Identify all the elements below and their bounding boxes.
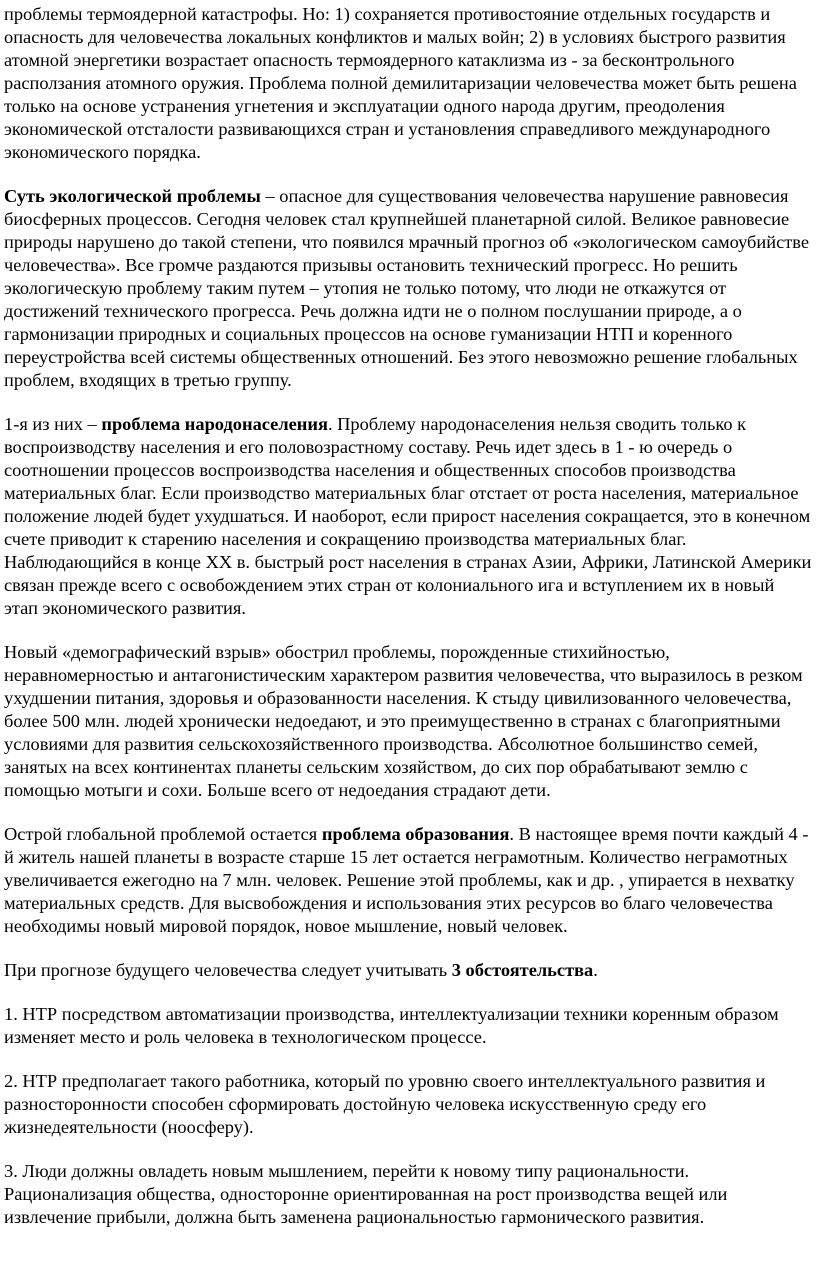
list-item-1 [4,1003,812,1049]
bold-term-circumstances: 3 обстоятельства [451,960,594,980]
paragraph-lead-in: 1-я из них – [4,414,102,434]
paragraph-education [4,823,812,938]
paragraph-text: 1. НТР посредством автоматизации производства, интеллектуализации техники коренным образом изменяет место и роль человека в технологическом процессе. [4,1004,779,1047]
paragraph-lead-in: При прогнозе будущего человечества следует учитывать [4,960,452,980]
paragraph-text: . Проблему народонаселения нельзя сводить только к воспроизводству населения и его половозрастному составу. Речь идет здесь в 1 - ю очередь о соотношении процессов воспроизводства населения и общественных способов производства материальных благ. Если производство материальных благ отстает от роста населения, материальное положение людей будет ухудшаться. И наоборот, если прирост населения сокращается, это в конечном счете приводит к старению населения и сокращению производства материальных благ. Наблюдающийся в конце XX в. быстрый рост населения в странах Азии, Африки, Латинской Америки связан прежде всего с освобождением этих стран от колониального ига и вступлением их в новый этап экономического развития. [4,414,812,618]
list-item-3 [4,1160,812,1229]
paragraph-text: . [593,960,598,980]
paragraph-text: 3. Люди должны овладеть новым мышлением, перейти к новому типу рациональности. Рационализация общества, односторонне ориентированная на рост производства вещей или извлечение прибыли, должна быть заменена рациональностью гармонического развития. [4,1161,728,1227]
paragraph-text: . В настоящее время почти каждый 4 - й житель нашей планеты в возрасте старше 15 лет остается неграмотным. Количество неграмотных увеличивается ежегодно на 7 млн. человек. Решение этой проблемы, как и др. , упирается в нехватку материальных средств. Для высвобождения и использования этих ресурсов во благо человечества необходимы новый мировой порядок, новое мышление, новый человек. [4,824,809,936]
paragraph-demographic-boom [4,641,812,802]
paragraph-lead-in: Острой глобальной проблемой остается [4,824,322,844]
bold-term-education: проблема образования [321,824,510,844]
paragraph-text: – опасное для существования человечества нарушение равновесия биосферных процессов. Сегодня человек стал крупнейшей планетарной силой. Великое равновесие природы нарушено до такой степени, что появился мрачный прогноз об «экологическом самоубийстве человечества». Все громче раздаются призывы остановить технический прогресс. Но решить экологическую проблему таким путем – утопия не только потому, что люди не откажутся от достижений технического прогресса. Речь должна идти не о полном послушании природе, а о гармонизации природных и социальных процессов на основе гуманизации НТП и коренного переустройства всей системы общественных отношений. Без этого невозможно решение глобальных проблем, входящих в третью группу. [4,186,810,390]
paragraph-forecast [4,959,812,982]
paragraph-text: Новый «демографический взрыв» обострил проблемы, порожденные стихийностью, неравномерностью и антагонистическим характером развития человечества, что выразилось в резком ухудшении питания, здоровья и образованности населения. К стыду цивилизованного человечества, более 500 млн. людей хронически недоедают, и это преимущественно в странах с благоприятными условиями для развития сельскохозяйственного производства. Абсолютное большинство семей, занятых на всех континентах планеты сельским хозяйством, до сих пор обрабатывают землю с помощью мотыги и сохи. Больше всего от недоедания страдают дети. [4,642,803,800]
list-item-2 [4,1070,812,1139]
paragraph-text: 2. НТР предполагает такого работника, который по уровню своего интеллектуального развития и разносторонности способен сформировать достойную человека искусственную среду его жизнедеятельности (ноосферу). [4,1071,766,1137]
bold-term-population: проблема народонаселения [101,414,328,434]
paragraph-population [4,413,812,620]
paragraph-ecology [4,185,812,392]
paragraph-text: проблемы термоядерной катастрофы. Но: 1) сохраняется противостояние отдельных государств и опасность для человечества локальных конфликтов и малых войн; 2) в условиях быстрого развития атомной энергетики возрастает опасность термоядерного катаклизма из - за бесконтрольного расползания атомного оружия. Проблема полной демилитаризации человечества может быть решена только на основе устранения угнетения и эксплуатации одного народа другим, преодоления экономической отсталости развивающихся стран и установления справедливого международного экономического порядка. [4,4,797,162]
bold-term-ecology: Суть экологической проблемы [4,186,261,206]
paragraph-disarmament [4,3,812,164]
